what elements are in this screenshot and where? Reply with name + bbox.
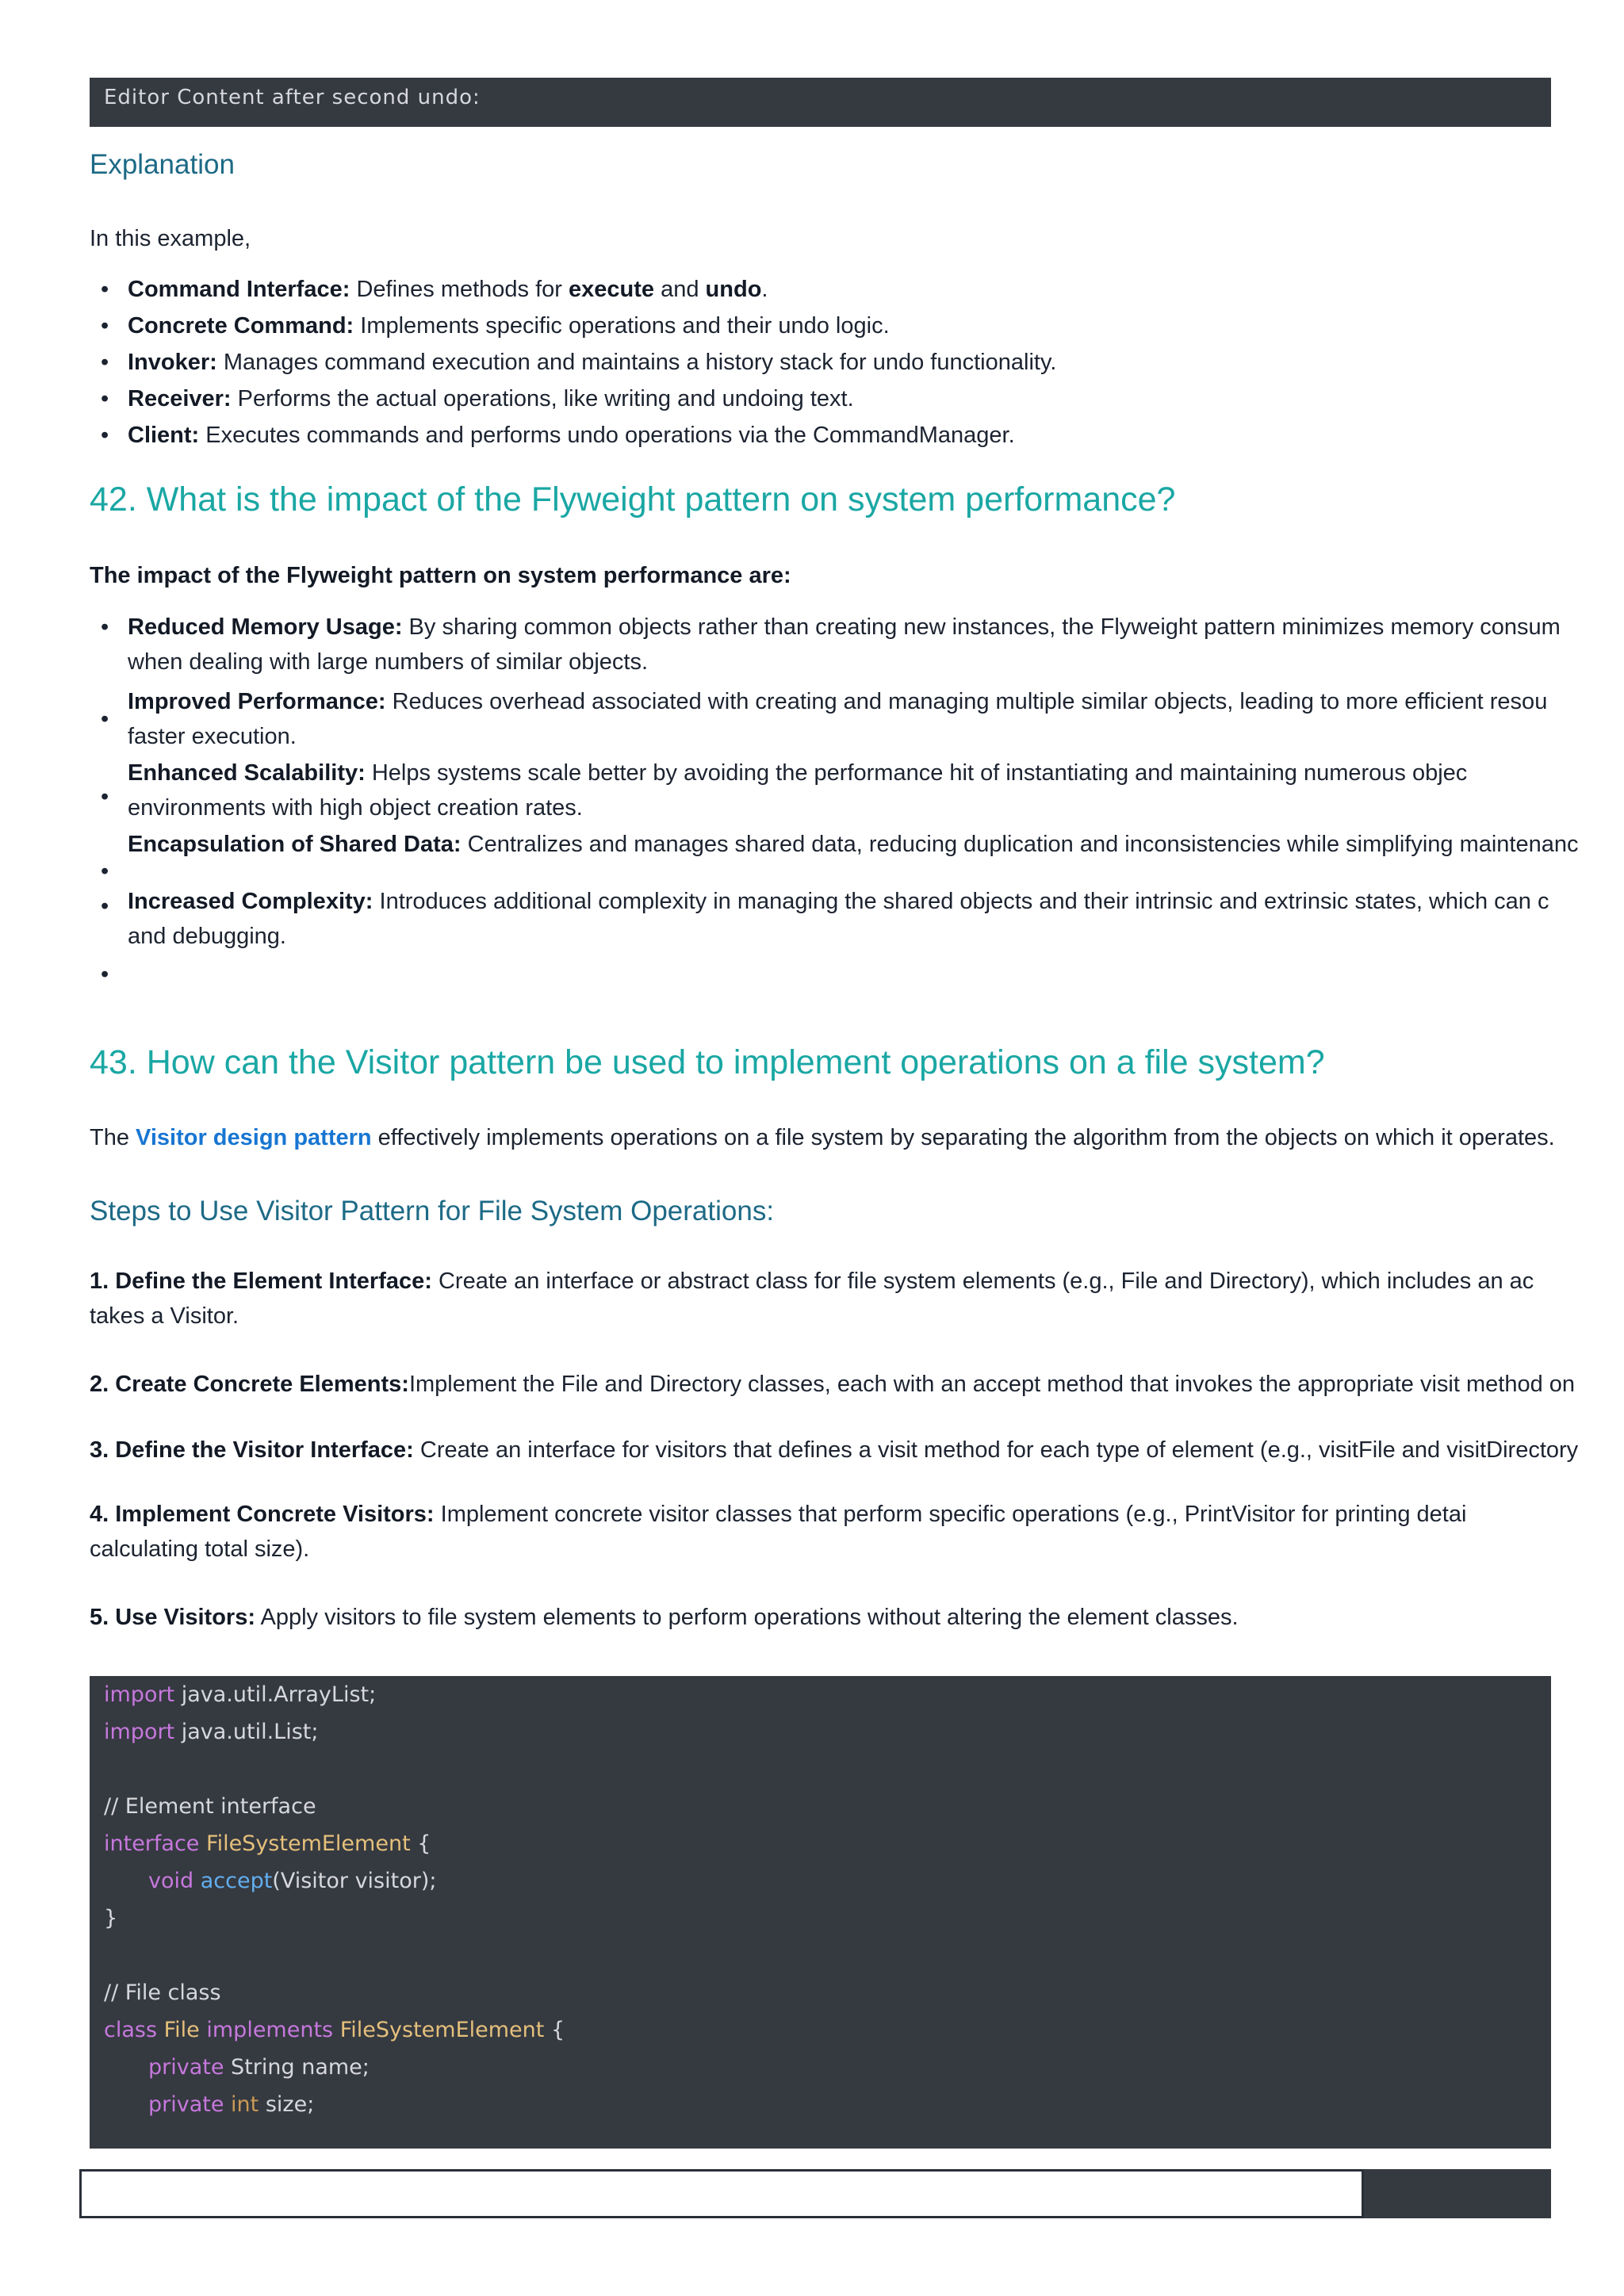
explanation-intro: In this example, — [90, 226, 251, 251]
code-line-blank — [104, 1751, 1537, 1788]
question-42-heading: 42. What is the impact of the Flyweight pattern on system performance? — [90, 480, 1176, 519]
list-item: • Command Interface: Defines methods for execute and undo. — [101, 277, 768, 302]
step-5: 5. Use Visitors: Apply visitors to file system elements to perform operations without altering the element classes. — [90, 1605, 1239, 1630]
code-block — [90, 1676, 1551, 2149]
code-line: import java.util.List; — [104, 1720, 319, 1744]
code-output-text: Editor Content after second undo: — [104, 86, 481, 109]
question-42-intro: The impact of the Flyweight pattern on system performance are: — [90, 563, 791, 588]
list-item-empty: • — [101, 962, 109, 987]
step-1: 1. Define the Element Interface: Create an interface or abstract class for file system elements (e.g., File and Directory), which includes an ac takes a Visitor. — [90, 1269, 1534, 1329]
step-3: 3. Define the Visitor Interface: Create an interface for visitors that defines a visit method for each type of element (e.g., visitFile and visitDirectory — [90, 1437, 1579, 1463]
list-item: • Client: Executes commands and performs undo operations via the CommandManager. — [101, 423, 1015, 448]
code-line: // Element interface — [104, 1794, 316, 1819]
code-line: } — [104, 1906, 118, 1931]
list-item: • Receiver: Performs the actual operations, like writing and undoing text. — [101, 386, 854, 411]
code-line-blank — [104, 1937, 1537, 1974]
q42-list — [90, 610, 1579, 989]
question-43-heading: 43. How can the Visitor pattern be used to implement operations on a file system? — [90, 1043, 1325, 1081]
step-2: 2. Create Concrete Elements:Implement the File and Directory classes, each with an accept method that invokes the appropriate visit method on — [90, 1372, 1576, 1397]
explanation-list — [90, 272, 1056, 453]
code-line: // File class — [104, 1980, 221, 2005]
code-line: private int size; — [148, 2092, 315, 2117]
visitor-pattern-link[interactable]: Visitor design pattern — [136, 1125, 372, 1150]
code-line: private String name; — [148, 2055, 370, 2080]
step-4: 4. Implement Concrete Visitors: Implement concrete visitor classes that perform specific operations (e.g., PrintVisitor for printing detai calculating total size). — [90, 1502, 1467, 1562]
explanation-heading: Explanation — [90, 149, 235, 180]
list-item: • Reduced Memory Usage: By sharing common objects rather than creating new instances, the Flyweight pattern minimizes memory consum when dealing with large numbers of similar objects. — [101, 614, 1561, 675]
list-item: • Improved Performance: Reduces overhead associated with creating and managing multiple similar objects, leading to more efficient resou faster execution. — [101, 689, 1548, 749]
bottom-submit-button[interactable] — [1364, 2169, 1551, 2218]
code-line: import java.util.ArrayList; — [104, 1682, 377, 1707]
code-output-strip — [90, 78, 1551, 127]
list-item: • Concrete Command: Implements specific operations and their undo logic. — [101, 313, 890, 339]
steps-heading: Steps to Use Visitor Pattern for File System Operations: — [90, 1196, 775, 1226]
code-line: void accept(Visitor visitor); — [148, 1869, 437, 1893]
list-item: • Enhanced Scalability: Helps systems scale better by avoiding the performance hit of instantiating and maintaining numerous objec environments with high object creation rates. — [101, 760, 1468, 821]
question-43-intro: The Visitor design pattern effectively implements operations on a file system by separating the algorithm from the objects on which it operates. — [90, 1125, 1555, 1150]
code-line: interface FileSystemElement { — [104, 1831, 431, 1856]
list-item: • Encapsulation of Shared Data: Centralizes and manages shared data, reducing duplication and inconsistencies while simplifying maintenanc — [101, 832, 1579, 884]
code-line: class File implements FileSystemElement { — [104, 2018, 565, 2042]
list-item: • Increased Complexity: Introduces additional complexity in managing the shared objects and their intrinsic and extrinsic states, which can c and debugging. — [101, 889, 1549, 949]
list-item: • Invoker: Manages command execution and maintains a history stack for undo functionality. — [101, 350, 1057, 375]
bottom-input-field[interactable] — [79, 2169, 1364, 2218]
